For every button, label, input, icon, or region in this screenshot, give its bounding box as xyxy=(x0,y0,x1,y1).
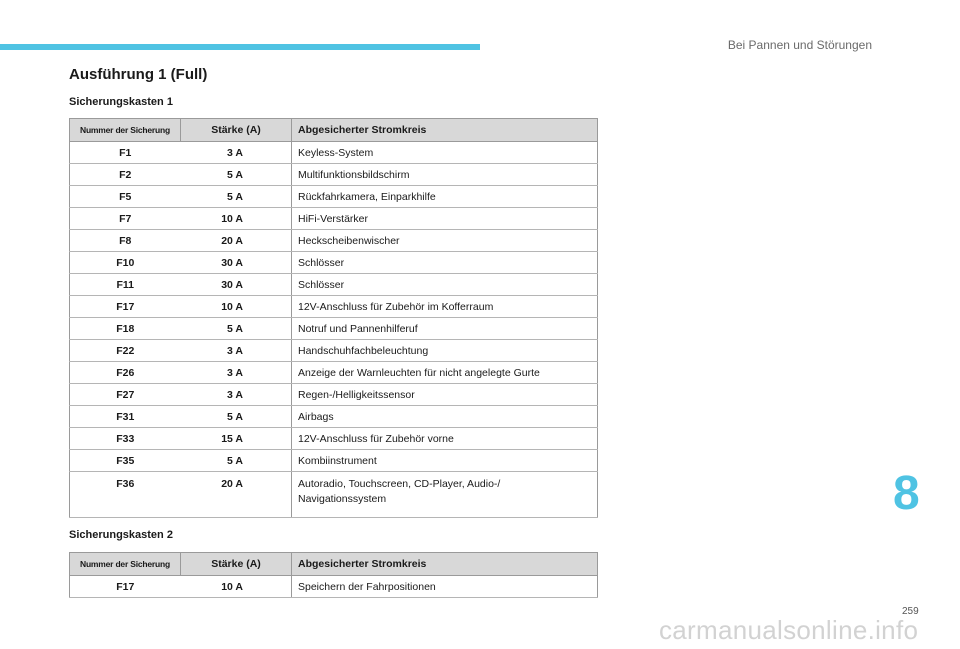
fuse-number-cell: F18 xyxy=(70,318,181,340)
fuse-box-2-title: Sicherungskasten 2 xyxy=(69,529,173,541)
table-row xyxy=(70,384,598,406)
circuit-cell: Speichern der Fahrpositionen xyxy=(292,576,598,598)
fuse-rating-cell: 5 A xyxy=(181,406,292,428)
fuse-number-cell: F26 xyxy=(70,362,181,384)
table-header-row xyxy=(70,553,598,576)
table-row xyxy=(70,142,598,164)
fuse-number-cell: F35 xyxy=(70,450,181,472)
fuse-rating-cell: 10 A xyxy=(181,576,292,598)
circuit-cell: Multifunktionsbildschirm xyxy=(292,164,598,186)
table-row xyxy=(70,318,598,340)
circuit-cell: Notruf und Pannenhilferuf xyxy=(292,318,598,340)
fuse-rating-cell: 20 A xyxy=(181,230,292,252)
table-row xyxy=(70,164,598,186)
fuse-number-cell: F31 xyxy=(70,406,181,428)
column-header-circuit: Abgesicherter Stromkreis xyxy=(292,119,598,142)
fuse-rating-cell: 15 A xyxy=(181,428,292,450)
fuse-number-cell: F27 xyxy=(70,384,181,406)
circuit-cell: Regen-/Helligkeitssensor xyxy=(292,384,598,406)
fuse-number-cell: F33 xyxy=(70,428,181,450)
column-header-rating: Stärke (A) xyxy=(181,553,292,576)
table-row xyxy=(70,274,598,296)
table-row xyxy=(70,296,598,318)
table-row xyxy=(70,406,598,428)
fuse-table-1 xyxy=(69,118,598,518)
table-row xyxy=(70,576,598,598)
fuse-number-cell: F7 xyxy=(70,208,181,230)
fuse-rating-cell: 20 A xyxy=(181,472,292,518)
table-row xyxy=(70,186,598,208)
chapter-number: 8 xyxy=(893,467,920,520)
circuit-cell: 12V-Anschluss für Zubehör im Kofferraum xyxy=(292,296,598,318)
fuse-number-cell: F36 xyxy=(70,472,181,518)
table-row xyxy=(70,472,598,518)
fuse-number-cell: F10 xyxy=(70,252,181,274)
circuit-cell: Schlösser xyxy=(292,252,598,274)
fuse-number-cell: F5 xyxy=(70,186,181,208)
circuit-cell: Keyless-System xyxy=(292,142,598,164)
table-row xyxy=(70,208,598,230)
column-header-rating: Stärke (A) xyxy=(181,119,292,142)
fuse-number-cell: F1 xyxy=(70,142,181,164)
fuse-rating-cell: 5 A xyxy=(181,450,292,472)
page-title: Ausführung 1 (Full) xyxy=(69,66,208,83)
circuit-cell: HiFi-Verstärker xyxy=(292,208,598,230)
fuse-rating-cell: 30 A xyxy=(181,274,292,296)
page-number: 259 xyxy=(902,606,919,617)
circuit-cell: Anzeige der Warnleuchten für nicht angelegte Gurte xyxy=(292,362,598,384)
table-header-row xyxy=(70,119,598,142)
circuit-cell: Handschuhfachbeleuchtung xyxy=(292,340,598,362)
fuse-number-cell: F17 xyxy=(70,296,181,318)
circuit-cell: Autoradio, Touchscreen, CD-Player, Audio-/ Navigationssystem xyxy=(292,472,598,518)
fuse-number-cell: F17 xyxy=(70,576,181,598)
fuse-rating-cell: 10 A xyxy=(181,296,292,318)
fuse-rating-cell: 3 A xyxy=(181,340,292,362)
header-accent-bar xyxy=(0,44,480,50)
circuit-cell: Airbags xyxy=(292,406,598,428)
column-header-fuse-number: Nummer der Sicherung xyxy=(70,119,181,142)
fuse-number-cell: F22 xyxy=(70,340,181,362)
table-row xyxy=(70,428,598,450)
table-row xyxy=(70,340,598,362)
column-header-circuit: Abgesicherter Stromkreis xyxy=(292,553,598,576)
column-header-fuse-number: Nummer der Sicherung xyxy=(70,553,181,576)
circuit-cell: Rückfahrkamera, Einparkhilfe xyxy=(292,186,598,208)
table-row xyxy=(70,252,598,274)
circuit-cell: 12V-Anschluss für Zubehör vorne xyxy=(292,428,598,450)
table-row xyxy=(70,362,598,384)
fuse-box-1-title: Sicherungskasten 1 xyxy=(69,96,173,108)
fuse-rating-cell: 3 A xyxy=(181,142,292,164)
watermark: carmanualsonline.info xyxy=(659,615,919,645)
section-header: Bei Pannen und Störungen xyxy=(727,38,872,52)
fuse-rating-cell: 5 A xyxy=(181,318,292,340)
fuse-rating-cell: 30 A xyxy=(181,252,292,274)
fuse-rating-cell: 10 A xyxy=(181,208,292,230)
fuse-number-cell: F11 xyxy=(70,274,181,296)
circuit-cell: Kombiinstrument xyxy=(292,450,598,472)
table-row xyxy=(70,450,598,472)
circuit-cell: Schlösser xyxy=(292,274,598,296)
fuse-number-cell: F8 xyxy=(70,230,181,252)
table-row xyxy=(70,230,598,252)
fuse-rating-cell: 5 A xyxy=(181,186,292,208)
circuit-cell: Heckscheibenwischer xyxy=(292,230,598,252)
fuse-rating-cell: 5 A xyxy=(181,164,292,186)
fuse-number-cell: F2 xyxy=(70,164,181,186)
fuse-rating-cell: 3 A xyxy=(181,362,292,384)
fuse-rating-cell: 3 A xyxy=(181,384,292,406)
fuse-table-2 xyxy=(69,552,598,598)
